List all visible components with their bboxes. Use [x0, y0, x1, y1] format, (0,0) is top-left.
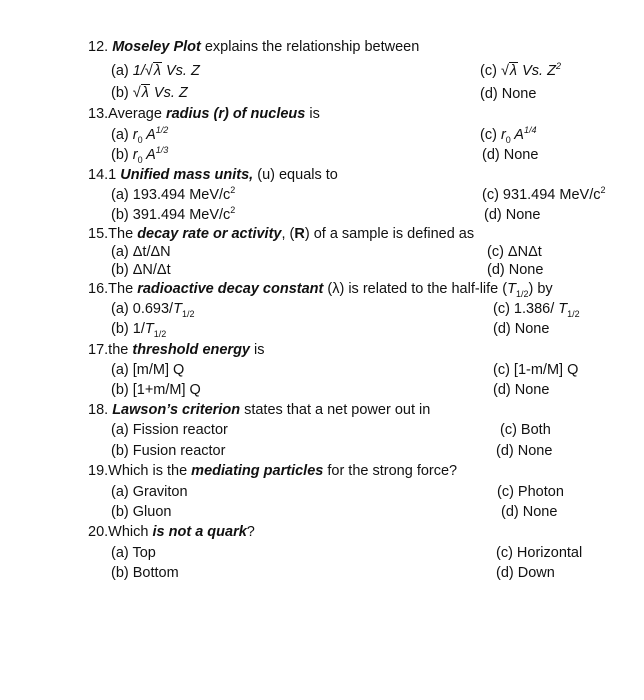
- question-14-stem: 14.1 Unified mass units, (u) equals to: [88, 167, 338, 183]
- question-17-stem: 17.the threshold energy is: [88, 342, 265, 358]
- question-18-option-a: (a) Fission reactor: [111, 422, 228, 438]
- question-18-option-d: (d) None: [496, 443, 553, 459]
- question-13-option-a: (a) $r_0$ $A^{1/2}$: [111, 125, 169, 145]
- question-14-option-b: (b) 391.494 MeV/$c^2$: [111, 205, 236, 223]
- question-14-option-a: (a) 193.494 MeV/$c^2$: [111, 185, 236, 203]
- question-18-stem: 18. Lawson’s criterion states that a net power out in: [88, 402, 431, 418]
- question-12-option-b: (b) √λ Vs. Z: [111, 85, 188, 101]
- question-15-option-d: (d) None: [487, 262, 544, 278]
- sqrt-symbol: √λ: [500, 63, 518, 79]
- question-12-option-d: (d) None: [480, 86, 537, 102]
- question-12-stem: 12. Moseley Plot explains the relationship between: [88, 39, 420, 55]
- question-14-option-d: (d) None: [484, 207, 541, 223]
- question-20-stem: 20.Which is not a quark?: [88, 524, 255, 540]
- question-13-stem: 13.Average radius (r) of nucleus is: [88, 106, 320, 122]
- question-14-option-c: (c) 931.494 MeV/$c^2$: [482, 185, 606, 203]
- question-19-option-a: (a) Graviton: [111, 484, 188, 500]
- question-19-option-b: (b) Gluon: [111, 504, 172, 520]
- question-15-option-a: (a) Δt/ΔN: [111, 244, 171, 260]
- question-17-option-a: (a) [m/M] Q: [111, 362, 185, 378]
- question-18-option-c: (c) Both: [500, 422, 551, 438]
- question-16-stem: 16.The radioactive decay constant (λ) is related to the half-life $(T_{1/2})$ by: [88, 281, 553, 299]
- sqrt-symbol: √λ: [144, 63, 161, 79]
- question-13-option-d: (d) None: [482, 147, 539, 163]
- question-19-option-d: (d) None: [501, 504, 558, 520]
- question-20-option-a: (a) Top: [111, 545, 156, 561]
- question-12-option-a: (a) 1/√λ Vs. Z: [111, 63, 200, 79]
- sqrt-symbol: √λ: [132, 85, 149, 101]
- question-16-option-c: (c) 1.386/ $T_{1/2}$: [493, 301, 580, 319]
- question-17-option-b: (b) [1+m/M] Q: [111, 382, 201, 398]
- question-20-option-b: (b) Bottom: [111, 565, 179, 581]
- question-15-option-c: (c) ΔNΔt: [487, 244, 542, 260]
- question-16-option-d: (d) None: [493, 321, 550, 337]
- question-13-option-c: (c) $r_0$ $A^{1/4}$: [480, 125, 537, 145]
- question-19-stem: 19.Which is the mediating particles for the strong force?: [88, 463, 458, 479]
- question-19-option-c: (c) Photon: [497, 484, 564, 500]
- question-18-option-b: (b) Fusion reactor: [111, 443, 226, 459]
- question-15-option-b: (b) ΔN/Δt: [111, 262, 171, 278]
- question-13-option-b: (b) $r_0$ $A^{1/3}$: [111, 145, 169, 165]
- question-17-option-d: (d) None: [493, 382, 550, 398]
- question-20-option-d: (d) Down: [496, 565, 555, 581]
- question-17-option-c: (c) [1-m/M] Q: [493, 362, 579, 378]
- question-16-option-a: (a) $0.693/T_{1/2}$: [111, 301, 195, 319]
- question-20-option-c: (c) Horizontal: [496, 545, 583, 561]
- question-15-stem: 15.The decay rate or activity, (R) of a sample is defined as: [88, 226, 475, 242]
- question-12-option-c: (c) √λ Vs. $Z^2$: [480, 61, 561, 79]
- question-16-option-b: (b) $1/T_{1/2}$: [111, 321, 167, 339]
